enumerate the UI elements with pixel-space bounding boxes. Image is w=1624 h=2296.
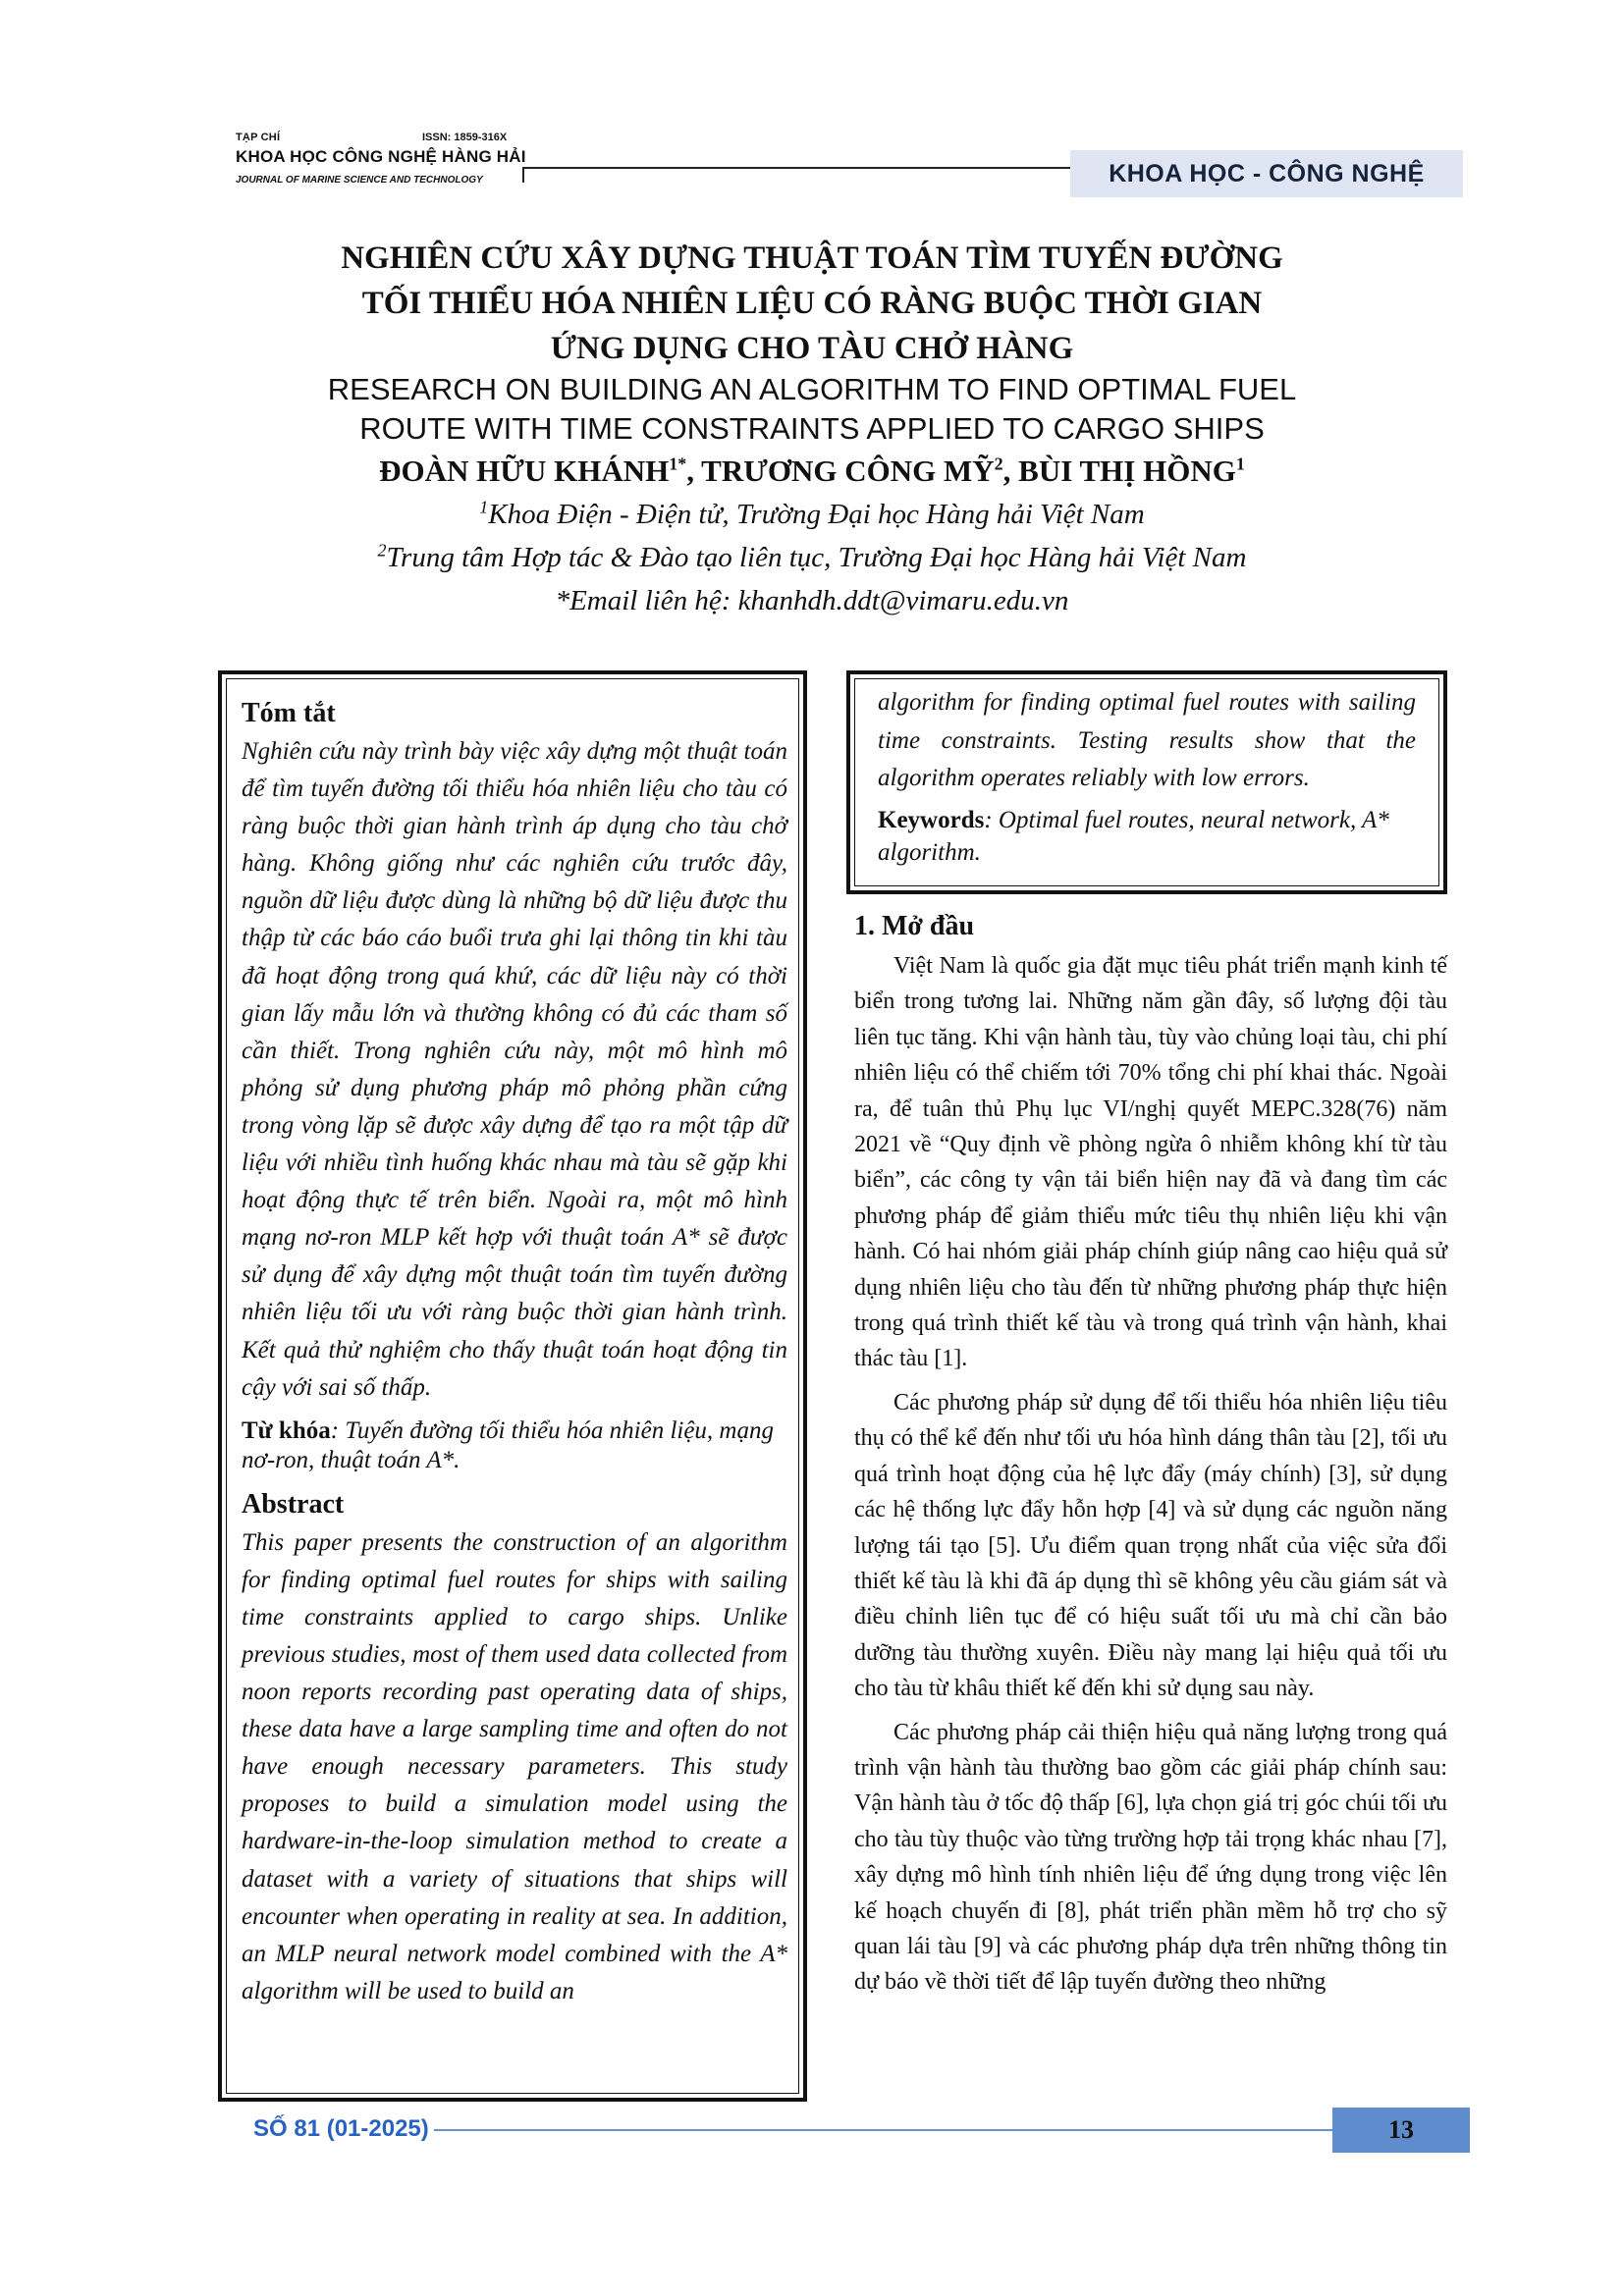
footer-rule [434,2129,1332,2131]
author-2: TRƯƠNG CÔNG MỸ [701,454,995,488]
affiliation-1-sup: 1 [479,497,489,517]
author-list: ĐOÀN HỮU $KHÁNH^{1*}$, TRƯƠNG CÔNG MỸ$^2$, BÙI THỊ HỒNG$^1$ [379,454,1245,488]
affiliation-2 [196,536,1428,579]
abstract-en-text: This paper presents the construction of an algorithm for finding optimal fuel routes for ships with sailing time constraints applied to cargo ships. Unlike previous studies, most of them used data collected from noon reports recording past operating data of ships, these data have a large sampling time and often do not have enough necessary parameters. This study proposes to build a simulation model using the hardware-in-the-loop simulation method to create a dataset with a variety of situations that ships will encounter when operating in reality at sea. In addition, an MLP neural network model combined with the A* algorithm will be used to build an [242,1528,787,2004]
journal-name: KHOA HỌC CÔNG NGHỆ HÀNG HẢI [236,147,526,166]
abstract-vi-heading: Tóm tắt [242,698,336,728]
keywords-vi-label: Từ khóa [242,1416,331,1444]
abstract-en-text-cont: algorithm for finding optimal fuel routes with sailing time constraints. Testing results show that the algorithm operates reliably with low errors. [878,689,1416,791]
title-en-line2: ROUTE WITH TIME CONSTRAINTS APPLIED TO CARGO SHIPS [359,411,1265,446]
abstract-continuation-box [846,670,1447,894]
author-3-sup: 1 [1235,454,1245,474]
intro-section [854,903,1447,2008]
issue-label: SỐ 81 (01-2025) [253,2115,429,2142]
abstract-box [218,670,807,2102]
title-vi-line3: ỨNG DỤNG CHO TÀU CHỞ HÀNG [550,331,1074,366]
intro-heading: 1. Mở đầu [854,911,975,941]
journal-name-en: JOURNAL OF MARINE SCIENCE AND TECHNOLOGY [236,175,483,186]
title-vi-line2: TỐI THIỂU HÓA NHIÊN LIỆU CÓ RÀNG BUỘC THỜI GIAN [361,286,1263,321]
journal-issn: ISSN: 1859-316X [422,132,508,143]
contact-email: *Email liên hệ: khanhdh.ddt@vimaru.edu.vn [555,585,1069,616]
abstract-vi-text: Nghiên cứu này trình bày việc xây dựng một thuật toán để tìm tuyến đường tối thiểu hóa nhiên liệu cho tàu có ràng buộc thời gian hành trình áp dụng cho tàu chở hàng. Không giống như các nghiên cứu trước đây, nguồn dữ liệu được dùng là những bộ dữ liệu được thu thập từ các báo cáo buổi trưa ghi lại thông tin khi tàu đã hoạt động trong quá khứ, các dữ liệu này có thời gian lấy mẫu lớn và thường không có đủ các tham số cần thiết. Trong nghiên cứu này, một mô hình mô phỏng sử dụng phương pháp mô phỏng phần cứng trong vòng lặp sẽ được xây dựng để tạo ra một tập dữ liệu với nhiều tình huống khác nhau mà tàu sẽ gặp khi hoạt động thực tế trên biển. Ngoài ra, một mô hình mạng nơ-ron MLP kết hợp với thuật toán A* sẽ được sử dụng để xây dựng một thuật toán tìm tuyến đường nhiên liệu tối ưu với ràng buộc thời gian hành trình. Kết quả thử nghiệm cho thấy thuật toán hoạt động tin cậy với sai số thấp. [242,738,787,1401]
title-vi-line1: NGHIÊN CỨU XÂY DỰNG THUẬT TOÁN TÌM TUYẾN ĐƯỜNG [341,240,1283,276]
keywords-vi [242,1416,787,1475]
affiliation-2-text: Trung tâm Hợp tác & Đào tạo liên tục, Trường Đại học Hàng hải Việt Nam [386,542,1247,573]
journal-label: TẠP CHÍ [236,132,281,143]
author-1: ĐOÀN HỮU KHÁNH [379,454,670,488]
intro-paragraph-1: Việt Nam là quốc gia đặt mục tiêu phát triển mạnh kinh tế biển trong tương lai. Những năm gần đây, số lượng đội tàu liên tục tăng. Khi vận hành tàu, tùy vào chủng loại tàu, chi phí nhiên liệu có thể chiếm tới 70% tổng chi phí khai thác. Ngoài ra, để tuân thủ Phụ lục VI/nghị quyết MEPC.328(76) năm 2021 về “Quy định về phòng ngừa ô nhiễm không khí từ tàu biển”, các công ty vận tải biển hiện nay đã và đang tìm các phương pháp để giảm thiểu mức tiêu thụ nhiên liệu khi vận hành. Có hai nhóm giải pháp chính giúp nâng cao hiệu quả sử dụng nhiên liệu cho tàu đến từ những phương pháp thực hiện trong quá trình thiết kế tàu và trong quá trình vận hành, khai thác tàu [1]. [854,953,1447,1372]
author-1-sup: 1* [669,454,687,474]
keywords-vi-text: : Tuyến đường tối thiểu hóa nhiên liệu, mạng nơ-ron, thuật toán A*. [242,1416,774,1473]
title-en-line1: RESEARCH ON BUILDING AN ALGORITHM TO FIND OPTIMAL FUEL [327,372,1297,406]
intro-paragraph-2: Các phương pháp sử dụng để tối thiểu hóa nhiên liệu tiêu thụ có thể kể đến như tối ưu hóa hình dáng thân tàu [2], tối ưu quá trình hoạt động của hệ lực đẩy (máy chính) [3], sử dụng các hệ thống lực đẩy hỗn hợp [4] và sử dụng các nguồn năng lượng tái tạo [5]. Ưu điểm quan trọng nhất của việc sửa đổi thiết kế tàu là khi đã áp dụng thì sẽ không yêu cầu giám sát và điều chỉnh liên tục để có hiệu suất tối ưu mà chỉ cần bảo dưỡng tàu thường xuyên. Điều này mang lại hiệu quả tối ưu cho tàu từ khâu thiết kế đến khi sử dụng sau này. [854,1389,1447,1702]
title-block [196,236,1428,622]
keywords-en-label: Keywords [878,806,985,833]
keywords-en [878,804,1416,869]
page-number: 13 [1332,2108,1470,2153]
header-bracket [522,167,534,183]
affiliation-1 [196,493,1428,536]
affiliation-1-text: Khoa Điện - Điện tử, Trường Đại học Hàng hải Việt Nam [488,499,1145,530]
author-2-sup: 2 [994,454,1003,474]
abstract-en-heading: Abstract [242,1488,345,1520]
keywords-en-text: : Optimal fuel routes, neural network, A* algorithm. [878,806,1389,866]
affiliation-2-sup: 2 [377,540,387,561]
intro-paragraph-3: Các phương pháp cải thiện hiệu quả năng lượng trong quá trình vận hành tàu thường bao gồm các giải pháp chính sau: Vận hành tàu ở tốc độ thấp [6], lựa chọn giá trị góc chúi tối ưu cho tàu tùy thuộc vào từng trường hợp tải trọng khác nhau [7], xây dựng mô hình tính nhiên liệu để ứng dụng trong việc lên kế hoạch chuyến đi [8], phát triển phần mềm hỗ trợ cho sỹ quan lái tàu [9] và các phương pháp dựa trên những thông tin dự báo về thời tiết để lập tuyến đường theo những [854,1719,1447,1996]
author-3: BÙI THỊ HỒNG [1018,454,1236,488]
section-label: KHOA HỌC - CÔNG NGHỆ [1070,150,1463,197]
